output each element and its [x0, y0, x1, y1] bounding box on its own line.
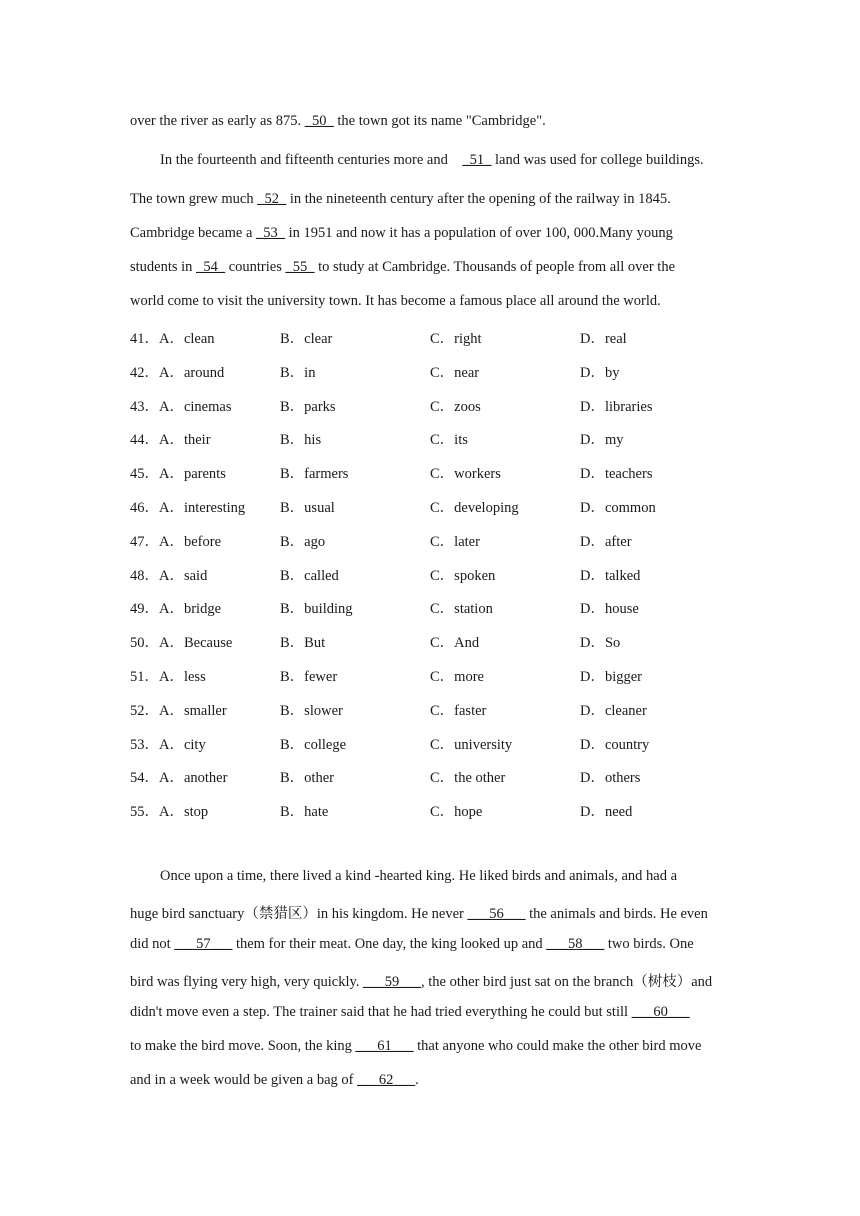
option-b: B．clear	[280, 331, 333, 347]
text: the animals and birds. He even	[525, 906, 708, 922]
text: the town got its name "Cambridge".	[333, 113, 546, 129]
option-c: C．near	[430, 364, 480, 381]
text: over the river as early as 875.	[130, 113, 305, 129]
option-d: D．need	[580, 804, 633, 821]
option-b: B．farmers	[280, 466, 349, 483]
blank-51: _51_	[462, 152, 492, 168]
option-d: D．cleaner	[580, 702, 647, 719]
blank-53: _53_	[256, 225, 286, 241]
passage2-line	[130, 902, 708, 923]
option-a: A．another	[159, 770, 228, 787]
question-number: 53．	[130, 736, 159, 753]
blank-52: _52_	[257, 191, 287, 207]
question-row	[130, 462, 750, 482]
option-c: C．station	[430, 601, 493, 618]
question-number: 41．	[130, 331, 159, 347]
text: in 1951 and now it has a population of over 100, 000.Many young	[285, 225, 673, 241]
question-number: 52．	[130, 702, 159, 719]
text: In the fourteenth and fifteenth centuries more and	[160, 152, 463, 168]
option-a: A．interesting	[159, 500, 246, 516]
option-c: C．university	[430, 736, 513, 753]
text: that anyone who could make the other bird move	[413, 1038, 702, 1054]
option-a: A．stop	[159, 804, 209, 821]
question-number-and-option-a	[130, 327, 215, 348]
option-b: B．other	[280, 770, 334, 787]
question-row	[130, 733, 750, 753]
option-c: C．spoken	[430, 567, 496, 584]
question-row	[130, 361, 750, 381]
question-number: 43．	[130, 398, 159, 415]
option-c: C．zoos	[430, 398, 481, 415]
text: and in a week would be given a bag of	[130, 1072, 358, 1088]
option-d: D．after	[580, 533, 632, 550]
option-a: A．clean	[159, 331, 215, 347]
question-number: 45．	[130, 466, 159, 483]
option-b: B．parks	[280, 398, 336, 415]
question-row	[130, 665, 750, 685]
passage2-line: Once upon a time, there lived a kind -hearted king. He liked birds and animals, and had a	[160, 868, 678, 884]
option-c: C．its	[430, 432, 468, 449]
option-c: C．workers	[430, 466, 501, 483]
option-c: C．the other	[430, 770, 506, 787]
option-a: A．cinemas	[159, 398, 232, 415]
option-c: C．right	[430, 331, 482, 347]
question-row	[130, 395, 750, 415]
question-number-and-option-a	[130, 428, 211, 449]
text: , the other bird just sat on the branch（树枝）and	[421, 974, 713, 990]
question-number-and-option-a	[130, 699, 227, 720]
question-number: 47．	[130, 533, 159, 550]
blank-54: _54_	[196, 259, 226, 275]
question-row	[130, 800, 750, 820]
option-c: C．And	[430, 635, 480, 652]
question-row	[130, 530, 750, 550]
option-d: D．common	[580, 500, 656, 516]
question-row	[130, 631, 750, 651]
option-a: A．smaller	[159, 702, 227, 719]
option-a: A．their	[159, 432, 211, 449]
question-number-and-option-a	[130, 597, 221, 618]
option-a: A．parents	[159, 466, 226, 483]
text: countries	[225, 259, 286, 275]
option-d: D．house	[580, 601, 639, 618]
option-a: A．city	[159, 736, 206, 753]
option-b: B．fewer	[280, 669, 338, 685]
question-number-and-option-a	[130, 665, 206, 686]
question-number: 51．	[130, 669, 159, 685]
passage1-line	[160, 152, 704, 169]
passage1-line	[130, 191, 671, 208]
option-c: C．later	[430, 533, 480, 550]
text: to make the bird move. Soon, the king	[130, 1038, 356, 1054]
passage1-line: world come to visit the university town. It has become a famous place all around the world.	[130, 293, 661, 309]
blank-55: _55_	[285, 259, 315, 275]
question-number: 42．	[130, 364, 159, 381]
option-b: B．building	[280, 601, 353, 618]
question-number: 49．	[130, 601, 159, 618]
text: land was used for college buildings.	[491, 152, 704, 168]
question-row	[130, 428, 750, 448]
passage2-line	[130, 936, 694, 953]
blank-50: _50_	[304, 113, 334, 129]
question-number-and-option-a	[130, 530, 221, 551]
option-b: B．hate	[280, 804, 329, 821]
passage1-line	[130, 259, 675, 276]
blank-58: ___58___	[546, 936, 605, 952]
question-row	[130, 496, 750, 516]
text: huge bird sanctuary（禁猎区）in his kingdom. He never	[130, 906, 468, 922]
question-number-and-option-a	[130, 800, 208, 821]
text: students in	[130, 259, 197, 275]
blank-60: ___60___	[631, 1004, 690, 1020]
option-c: C．hope	[430, 804, 483, 821]
question-number-and-option-a	[130, 766, 227, 787]
question-row	[130, 699, 750, 719]
option-b: B．slower	[280, 702, 343, 719]
blank-56: ___56___	[467, 906, 526, 922]
question-row	[130, 564, 750, 584]
option-d: D．country	[580, 736, 650, 753]
option-d: D．teachers	[580, 466, 653, 483]
blank-61: ___61___	[355, 1038, 414, 1054]
option-a: A．Because	[159, 635, 233, 652]
option-b: B．in	[280, 364, 316, 381]
option-b: B．called	[280, 567, 339, 584]
option-d: D．libraries	[580, 398, 653, 415]
option-b: B．ago	[280, 533, 326, 550]
option-b: B．usual	[280, 500, 335, 516]
passage2-line	[130, 1072, 419, 1089]
blank-62: ___62___	[357, 1072, 416, 1088]
question-number-and-option-a	[130, 462, 226, 483]
text: bird was flying very high, very quickly.	[130, 974, 364, 990]
text: two birds. One	[604, 936, 694, 952]
option-a: A．around	[159, 364, 225, 381]
option-d: D．others	[580, 770, 641, 787]
text: to study at Cambridge. Thousands of people from all over the	[314, 259, 676, 275]
option-b: B．But	[280, 635, 326, 652]
question-number-and-option-a	[130, 496, 245, 517]
option-a: A．bridge	[159, 601, 222, 618]
question-row	[130, 766, 750, 786]
option-d: D．talked	[580, 567, 641, 584]
question-row	[130, 597, 750, 617]
option-d: D．my	[580, 432, 624, 449]
option-d: D．by	[580, 364, 620, 381]
text: them for their meat. One day, the king looked up and	[232, 936, 547, 952]
question-number: 50．	[130, 635, 159, 652]
question-number-and-option-a	[130, 733, 206, 754]
question-row	[130, 327, 750, 347]
passage2-line	[130, 970, 712, 991]
passage1-line	[130, 113, 546, 130]
question-number: 54．	[130, 770, 159, 787]
option-a: A．before	[159, 533, 222, 550]
passage2-line	[130, 1004, 690, 1021]
option-c: C．more	[430, 669, 484, 685]
passage1-line	[130, 225, 673, 242]
option-d: D．So	[580, 635, 621, 652]
question-number-and-option-a	[130, 361, 224, 382]
question-number: 48．	[130, 567, 159, 584]
blank-59: ___59___	[363, 974, 422, 990]
question-number-and-option-a	[130, 564, 207, 585]
text: didn't move even a step. The trainer said that he had tried everything he could but still	[130, 1004, 632, 1020]
option-c: C．developing	[430, 500, 519, 516]
passage2-line	[130, 1038, 701, 1055]
question-number: 55．	[130, 804, 159, 821]
question-number: 46．	[130, 500, 159, 516]
text: in the nineteenth century after the opening of the railway in 1845.	[286, 191, 671, 207]
option-d: D．real	[580, 331, 627, 347]
option-a: A．said	[159, 567, 208, 584]
question-number-and-option-a	[130, 395, 231, 416]
text: did not	[130, 936, 175, 952]
option-b: B．his	[280, 432, 322, 449]
blank-57: ___57___	[174, 936, 233, 952]
text: .	[415, 1072, 419, 1088]
option-c: C．faster	[430, 702, 487, 719]
option-d: D．bigger	[580, 669, 643, 685]
option-b: B．college	[280, 736, 347, 753]
text: Cambridge became a	[130, 225, 257, 241]
option-a: A．less	[159, 669, 206, 685]
question-number: 44．	[130, 432, 159, 449]
question-number-and-option-a	[130, 631, 232, 652]
text: The town grew much	[130, 191, 258, 207]
